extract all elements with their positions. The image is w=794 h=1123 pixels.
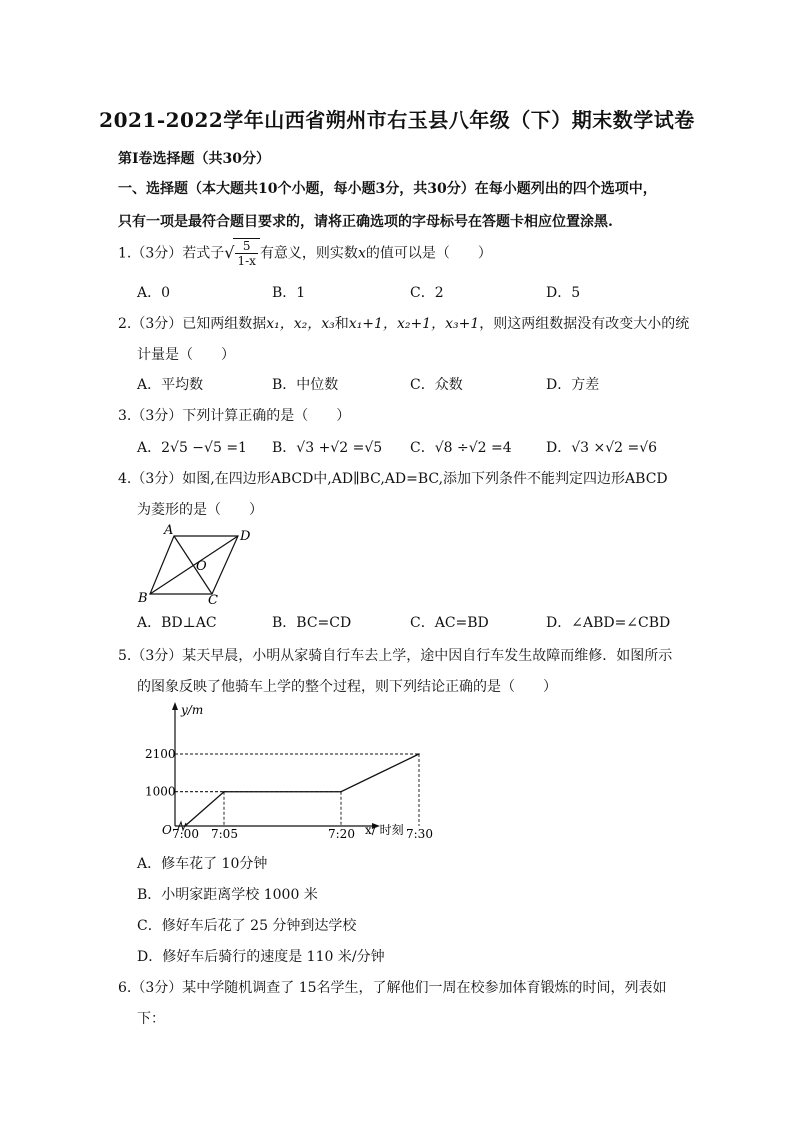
- q4-option-c: C．AC=BD: [410, 615, 489, 631]
- q1-option-b: B．1: [272, 285, 306, 301]
- q4-option-b: B．BC=CD: [272, 615, 352, 631]
- x-tick-label: 7:05: [211, 827, 238, 841]
- q3-option-b-expr: √3 +√2 =√5: [296, 440, 383, 456]
- q2-data-b: x₁+1，x₂+1，x₃+1: [348, 316, 480, 332]
- origin-label: O: [162, 823, 172, 837]
- label-d: D: [240, 529, 251, 544]
- q5-option-d: D．修好车后骑行的速度是 110 米/分钟: [137, 949, 385, 965]
- question-1: [118, 238, 492, 268]
- q3-option-c-expr: √8 ÷√2 =4: [434, 440, 512, 456]
- question-2: [118, 313, 689, 333]
- x-tick-label: 7:30: [406, 827, 433, 841]
- q2-data-a: x₁，x₂，x₃: [266, 316, 335, 332]
- q1-fraction: [235, 239, 257, 268]
- q1-var: x: [357, 245, 366, 262]
- q3-option-a-label: A．: [137, 440, 162, 456]
- q2-option-c: C．众数: [410, 377, 463, 393]
- q4-option-a: A．BD⊥AC: [137, 615, 217, 631]
- distance-time-chart: [135, 700, 433, 845]
- y-axis-label: y/m: [181, 703, 204, 717]
- q2-mid: 和: [334, 316, 349, 332]
- y-axis-arrow: [172, 702, 178, 710]
- label-a: A: [164, 523, 174, 538]
- data-point: [418, 753, 420, 755]
- question-6-line1: 6.（3分）某中学随机调查了 15名学生，了解他们一周在校参加体育锻炼的时间，列表如: [118, 980, 667, 996]
- y-tick-label: 1000: [145, 784, 176, 799]
- q2-line1: 2.（3分）已知两组数据: [118, 316, 267, 332]
- q5-option-a: A．修车花了 10分钟: [137, 856, 268, 872]
- part-label: 第Ⅰ卷选择题（共30分）: [118, 151, 271, 167]
- data-point: [223, 791, 225, 793]
- q3-option-d-expr: √3 ×√2 =√6: [571, 440, 658, 456]
- q1-option-d: D．5: [546, 285, 581, 301]
- question-6-line2: 下：: [137, 1011, 165, 1027]
- page-title: 2021-2022学年山西省朔州市右玉县八年级（下）期末数学试卷: [99, 108, 695, 132]
- q2-option-b: B．中位数: [272, 377, 339, 393]
- label-o: O: [196, 559, 207, 574]
- x-axis-label: x/ 时刻: [365, 823, 404, 837]
- q2-option-a: A．平均数: [137, 377, 204, 393]
- q3-option-c-label: C．: [410, 440, 435, 456]
- q3-option-a-expr: 2√5 −√5 =1: [161, 440, 247, 456]
- q2-line2: 计量是（ ）: [137, 347, 235, 363]
- parallelogram-figure: [132, 522, 262, 608]
- question-4-line2: 为菱形的是（ ）: [137, 502, 263, 518]
- question-3: 3.（3分）下列计算正确的是（ ）: [118, 408, 351, 424]
- q4-option-d: D．∠ABD=∠CBD: [546, 615, 671, 631]
- section-heading-line1: 一、选择题（本大题共10个小题，每小题3分，共30分）在每小题列出的四个选项中，: [118, 181, 657, 197]
- sqrt-symbol: √: [224, 242, 235, 262]
- q3-option-b-label: B．: [272, 440, 297, 456]
- y-tick-label: 2100: [145, 747, 176, 761]
- series-line: [185, 754, 419, 826]
- q5-option-b: B．小明家距离学校 1000 米: [137, 887, 318, 903]
- label-c: C: [208, 593, 218, 608]
- q3-option-d: [546, 437, 657, 457]
- question-5-line2: 的图象反映了他骑车上学的整个过程，则下列结论正确的是（ ）: [137, 679, 557, 695]
- q1-frac-num: 5: [235, 239, 257, 254]
- q1-frac-den: 1-x: [237, 254, 256, 268]
- q1-prefix: 1.（3分）若式子: [118, 245, 225, 262]
- q3-option-d-label: D．: [546, 440, 572, 456]
- q3-option-a: [137, 437, 247, 457]
- x-tick-label: 7:20: [328, 827, 355, 841]
- data-point: [340, 791, 342, 793]
- q3-option-b: [272, 437, 382, 457]
- x-tick-label: 7:00: [172, 827, 199, 841]
- q3-option-c: [410, 437, 512, 457]
- q1-post: 有意义，则实数: [259, 245, 358, 262]
- q2-tail: ，则这两组数据没有改变大小的统: [479, 316, 690, 332]
- data-point: [184, 825, 186, 827]
- q1-post2: 的值可以是（ ）: [365, 245, 492, 262]
- q1-option-a: A．0: [137, 285, 171, 301]
- q2-option-d: D．方差: [546, 377, 600, 393]
- section-heading-line2: 只有一项是最符合题目要求的，请将正确选项的字母标号在答题卡相应位置涂黑.: [118, 214, 613, 230]
- question-5-line1: 5.（3分）某天早晨，小明从家骑自行车去上学，途中因自行车发生故障而维修．如图所示: [118, 648, 673, 664]
- question-4-line1: 4.（3分）如图,在四边形ABCD中,AD∥BC,AD=BC,添加下列条件不能判定四边形ABCD: [118, 471, 668, 487]
- q5-option-c: C．修好车后花了 25 分钟到达学校: [137, 918, 357, 934]
- q1-option-c: C．2: [410, 285, 444, 301]
- label-b: B: [138, 591, 148, 606]
